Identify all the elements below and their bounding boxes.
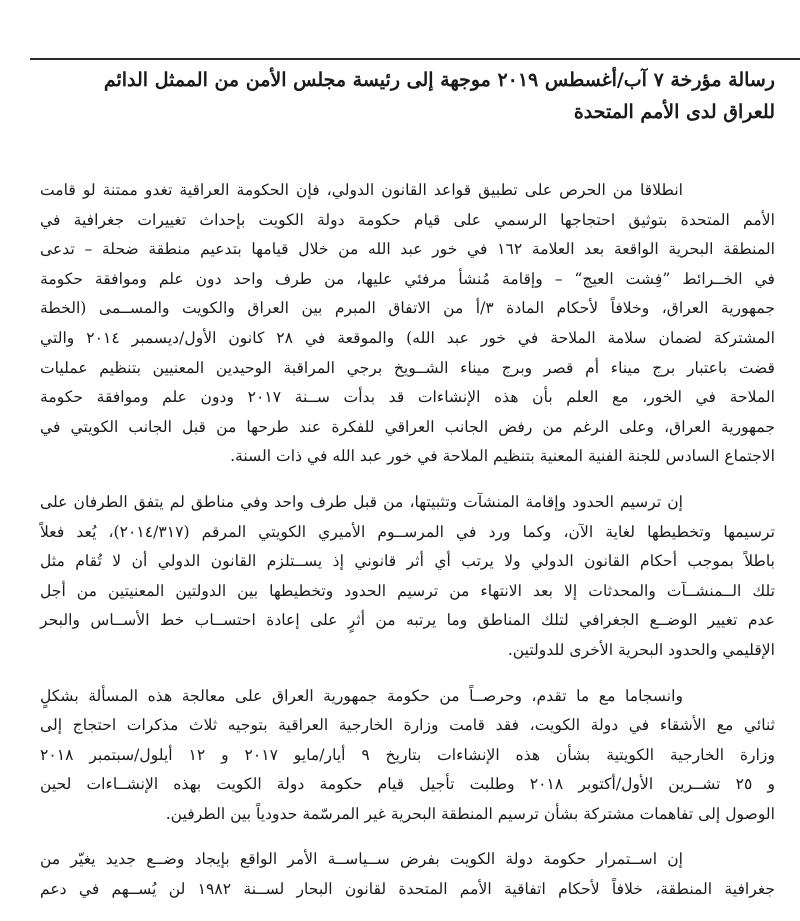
paragraph-line: المنطقة البحرية الواقعة بعد العلامة ١٦٢ في خور عبد الله من خلال قيامها بتدعيم منطقة ضحلة – تدعى bbox=[40, 240, 775, 259]
paragraph-1 bbox=[40, 176, 775, 472]
title-line: رسالة مؤرخة ٧ آب/أغسطس ٢٠١٩ موجهة إلى رئيسة مجلس الأمن من الممثل الدائم bbox=[103, 69, 775, 91]
paragraph-line: الإقليمي والحدود البحرية الأخرى للدولتين. bbox=[507, 640, 775, 659]
title-line: للعراق لدى الأمم المتحدة bbox=[573, 101, 775, 123]
header-rule bbox=[30, 58, 800, 60]
paragraph-line: الملاحة في الخور، مع العلم بأن هذه الإنشاءات قد بدأت ســنة ٢٠١٧ ودون علم وموافقة حكومة bbox=[40, 388, 775, 407]
letter-title bbox=[40, 64, 775, 128]
paragraph-line: ثنائي مع الأشقاء في دولة الكويت، فقد قامت وزارة الخارجية العراقية بتوجيه ثلاث مذكرات احتجاج إلى bbox=[40, 716, 775, 735]
letter-body bbox=[40, 64, 775, 921]
paragraph-line: الوصول إلى تفاهمات مشتركة بشأن ترسيم المنطقة البحرية غير المرسّمة حدودياً بين الطرفين. bbox=[165, 804, 775, 823]
paragraph-line: جمهورية العراق، وعلى الرغم من رفض الجانب العراقي للفكرة عند طرحها من قبل الجانب الكويتي في bbox=[40, 417, 775, 436]
paragraph-line: الاجتماع السادس للجنة الفنية المعنية بتنظيم الملاحة في خور عبد الله في ذات السنة. bbox=[230, 447, 775, 466]
paragraph-line: عدم تغيير الوضــع الجغرافي لتلك المناطق وما يرتبه من أثرٍ على إعادة احتســاب خط الأســاس والبحر bbox=[40, 611, 775, 630]
paragraph-line: الأمم المتحدة بتوثيق احتجاجها الرسمي على قيام حكومة دولة الكويت بإحداث تغييرات جغرافية في bbox=[40, 210, 775, 229]
paragraph-4 bbox=[40, 845, 775, 904]
paragraph-line: قضت باعتبار برج ميناء أم قصر وبرج ميناء الشــويخ برجي المراقبة الوحيدين المعنيين بتنظيم عمليات bbox=[40, 358, 775, 377]
paragraph-2 bbox=[40, 488, 775, 666]
paragraph-line: المشتركة لضمان سلامة الملاحة في خور عبد الله) والموقعة في ٢٨ كانون الأول/ديسمبر ٢٠١٤ والتي bbox=[40, 328, 775, 347]
paragraph-line: وانسجاما مع ما تقدم، وحرصــاً من حكومة جمهورية العراق على معالجة هذه المسألة بشكلٍ bbox=[40, 686, 683, 705]
paragraphs bbox=[40, 176, 775, 905]
paragraph-3 bbox=[40, 682, 775, 830]
paragraph-line: في الخــرائط ”فِشت العيج“ – وإقامة مُنشأ مرفئي عليها، من طرف واحد دون علم وموافقة حكومة bbox=[40, 269, 775, 288]
paragraph-line: انطلاقا من الحرص على تطبيق قواعد القانون الدولي، فإن الحكومة العراقية تغدو ممتنة لو قامت bbox=[40, 181, 683, 199]
paragraph-line: باطلاً بموجب أحكام القانون الدولي ولا يرتب أي أثر قانوني إذ يســتلزم القانون الدولي أن لا تُقام مثل bbox=[40, 552, 775, 571]
paragraph-line: إن اســتمرار حكومة دولة الكويت بفرض ســياســة الأمر الواقع بإيجاد وضــع جديد يغيّر من bbox=[40, 850, 683, 869]
paragraph-line: جمهورية العراق، وخلافاً لأحكام المادة ٣/أ من الاتفاق المبرم بين العراق والكويت والمســمى (الخطة bbox=[40, 299, 775, 318]
paragraph-line: وزارة الخارجية الكويتية بشأن هذه الإنشاءات بتاريخ ٩ أيار/مايو ٢٠١٧ و ١٢ أيلول/سبتمبر ٢٠١٨ bbox=[40, 745, 775, 764]
paragraph-line: إن ترسيم الحدود وإقامة المنشآت وتثبيتها، من قبل طرف واحد وفي مناطق لم يتفق الطرفان على bbox=[40, 492, 683, 511]
paragraph-line: جغرافية المنطقة، خلافاً لأحكام اتفاقية الأمم المتحدة لقانون البحار لســنة ١٩٨٢ لن يُســهم في دعم bbox=[40, 880, 775, 899]
paragraph-line: تلك الــمنشــآت والمحدثات إلا بعد الانتهاء من ترسيم الحدود وتخطيطها بين الدولتين المعنيتين من أجل bbox=[40, 581, 775, 600]
paragraph-line: و ٢٥ تشــرين الأول/أكتوبر ٢٠١٨ وطلبت تأجيل قيام حكومة دولة الكويت بهذه الإنشــاءات لحين bbox=[40, 775, 776, 794]
paragraph-line: ترسيمها وتخطيطها لغاية الآن، وكما ورد في المرســوم الأميري الكويتي المرقم (٢٠١٤/٣١٧)، يُعد فعلاً bbox=[40, 522, 775, 541]
